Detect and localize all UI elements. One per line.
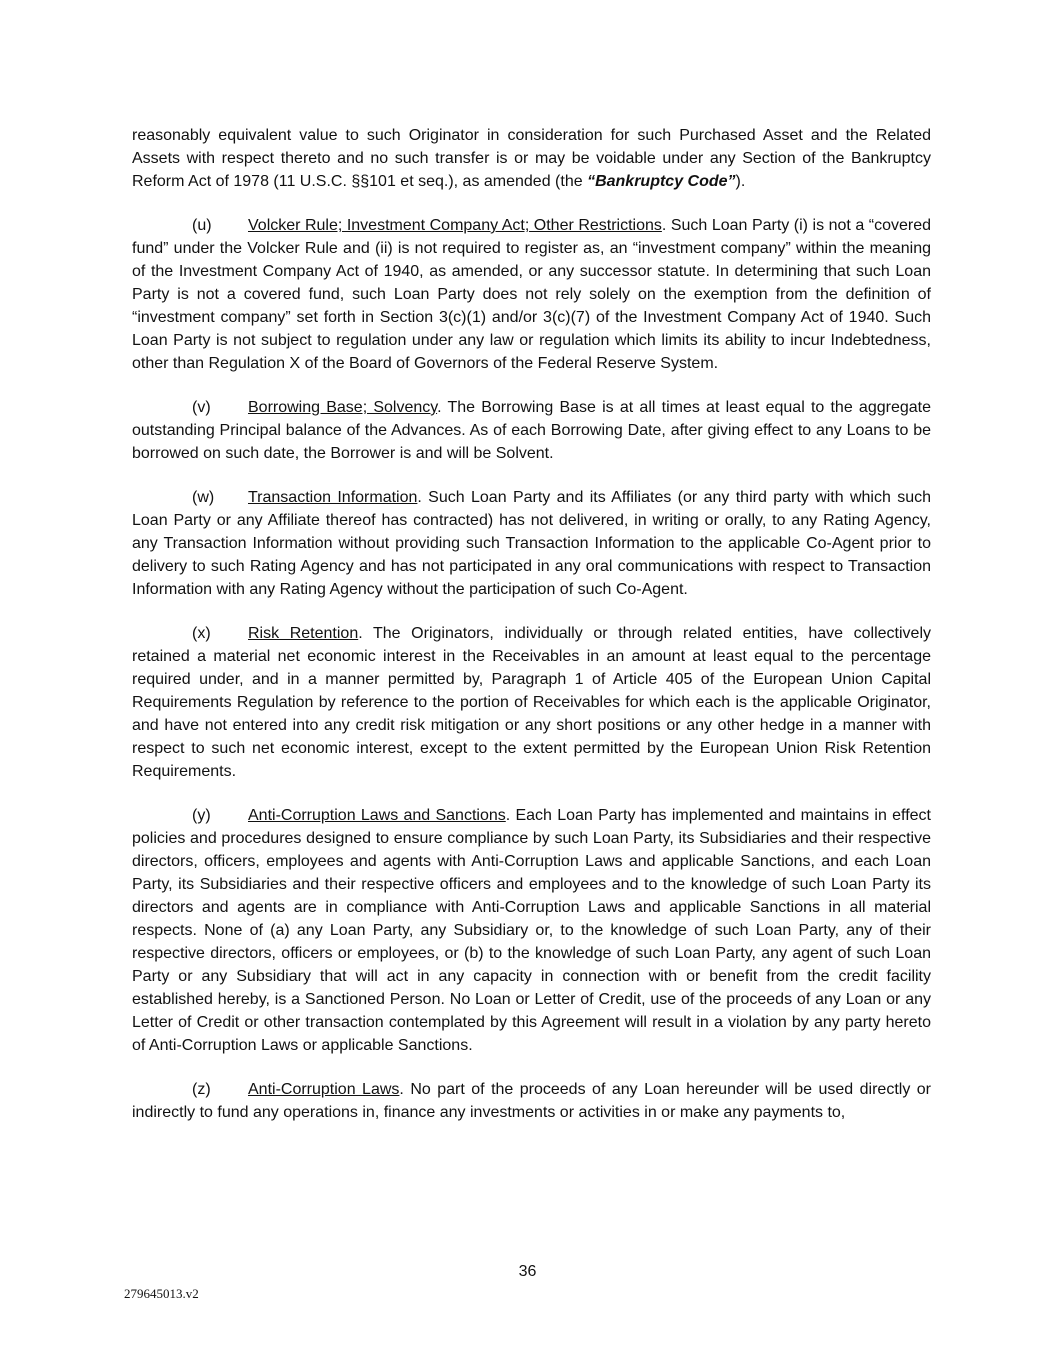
section-heading: Anti-Corruption Laws — [248, 1081, 400, 1098]
section-label: (x) — [192, 625, 211, 642]
intro-paragraph — [132, 124, 931, 193]
section-heading: Volcker Rule; Investment Company Act; Other Restrictions — [248, 217, 662, 234]
section-z — [132, 1078, 931, 1124]
section-body: . Each Loan Party has implemented and maintains in effect policies and procedures designed to ensure compliance by such Loan Party, its Subsidiaries and their respective directors, officers, employees and agents with Anti-Corruption Laws and applicable Sanctions, and each Loan Party, its Subsidiaries and their respective officers and employees and to the knowledge of such Loan Party its directors and agents are in compliance with Anti-Corruption Laws and applicable Sanctions in all material respects. None of (a) any Loan Party, any Subsidiary or, to the knowledge of such Loan Party, any of their respective directors, officers or employees, or (b) to the knowledge of such Loan Party, any agent of such Loan Party or any Subsidiary that will act in any capacity in connection with or benefit from the credit facility established hereby, is a Sanctioned Person. No Loan or Letter of Credit, use of the proceeds of any Loan or any Letter of Credit or other transaction contemplated by this Agreement will result in a violation by any party hereto of Anti-Corruption Laws or applicable Sanctions. — [132, 807, 932, 1054]
section-heading: Anti-Corruption Laws and Sanctions — [248, 807, 506, 824]
section-heading: Transaction Information — [248, 489, 418, 506]
document-id: 279645013.v2 — [124, 1286, 199, 1301]
section-label: (v) — [192, 399, 211, 416]
section-v — [132, 396, 931, 465]
section-w — [132, 486, 931, 601]
section-x — [132, 622, 931, 783]
section-body: . Such Loan Party (i) is not a “covered fund” under the Volcker Rule and (ii) is not required to register as, an “investment company” within the meaning of the Investment Company Act of 1940, as amended, or any successor statute. In determining that such Loan Party is not a covered fund, such Loan Party does not rely solely on the exemption from the definition of “investment company” set forth in Section 3(c)(1) and/or 3(c)(7) of the Investment Company Act of 1940. Such Loan Party is not subject to regulation under any law or regulation which limits its ability to incur Indebtedness, other than Regulation X of the Board of Governors of the Federal Reserve System. — [132, 217, 932, 372]
section-body: . The Borrowing Base is at all times at least equal to the aggregate outstanding Principal balance of the Advances. As of each Borrowing Date, after giving effect to any Loans to be borrowed on such date, the Borrower is and will be Solvent. — [132, 399, 931, 462]
page-number: 36 — [518, 1263, 537, 1280]
section-label: (u) — [192, 217, 212, 234]
document-body — [132, 124, 931, 1145]
section-label: (y) — [192, 807, 211, 824]
section-body: . Such Loan Party and its Affiliates (or any third party with which such Loan Party or any Affiliate thereof has contracted) has not delivered, in writing or orally, to any Rating Agency, any Transaction Information without providing such Transaction Information to the applicable Co-Agent prior to delivery to such Rating Agency and has not participated in any oral communications with respect to Transaction Information with any Rating Agency without the participation of such Co-Agent. — [132, 489, 931, 598]
section-label: (w) — [192, 489, 215, 506]
defined-term-bankruptcy-code: “Bankruptcy Code” — [587, 173, 736, 190]
section-u — [132, 214, 931, 375]
intro-text-end: ). — [735, 173, 746, 190]
section-body: . No part of the proceeds of any Loan hereunder will be used directly or indirectly to fund any operations in, finance any investments or activities in or make any payments to, — [132, 1081, 932, 1121]
section-y — [132, 804, 931, 1057]
section-heading: Risk Retention — [248, 625, 359, 642]
section-body: . The Originators, individually or through related entities, have collectively retained a material net economic interest in the Receivables in an amount at least equal to the percentage required under, and in a manner permitted by, Paragraph 1 of Article 405 of the European Union Capital Requirements Regulation by reference to the portion of Receivables for which each is the applicable Originator, and have not entered into any credit risk mitigation or any short positions or any other hedge in a manner with respect to such net economic interest, except to the extent permitted by the European Union Risk Retention Requirements. — [132, 625, 931, 780]
intro-text: reasonably equivalent value to such Originator in consideration for such Purchased Asset and the Related Assets with respect thereto and no such transfer is or may be voidable under any Section of the Bankruptcy Reform Act of 1978 (11 U.S.C. §§101 et seq.), as amended (the — [132, 127, 931, 190]
section-label: (z) — [192, 1081, 211, 1098]
section-heading: Borrowing Base; Solvency — [248, 399, 438, 416]
